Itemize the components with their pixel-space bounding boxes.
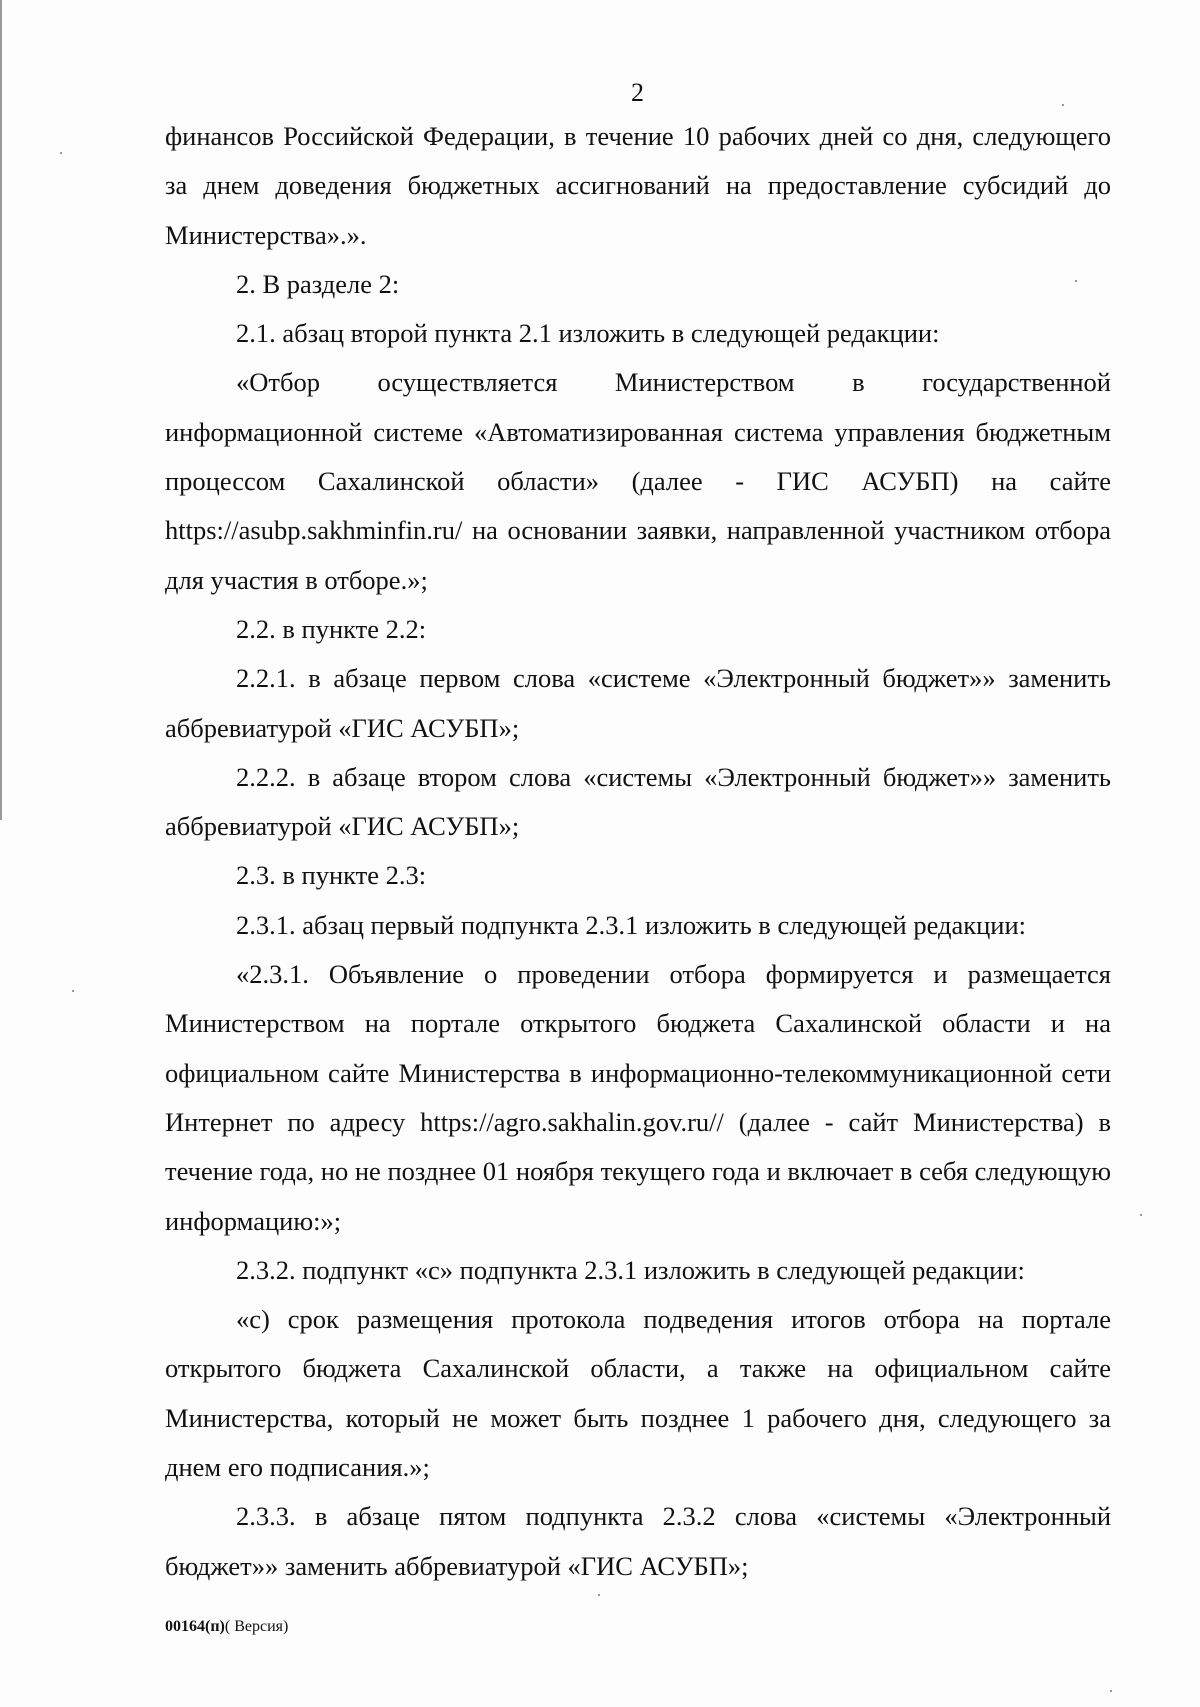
- paragraph-section-2: 2. В разделе 2:: [236, 268, 400, 299]
- document-body: [165, 112, 1111, 1591]
- footer-version: ( Версия): [224, 1618, 289, 1635]
- scan-speck: [60, 152, 62, 154]
- paragraph-continuation: финансов Российской Федерации, в течение 10 рабочих дней со дня, следующего за днем доведения бюджетных ассигнований на предоставление субсидий до Министерства».».: [165, 121, 1111, 250]
- scan-speck: [1110, 1690, 1112, 1692]
- scan-speck: [1140, 1214, 1142, 1216]
- scan-speck: [598, 1594, 600, 1596]
- paragraph-2-3-1: 2.3.1. абзац первый подпункта 2.3.1 изложить в следующей редакции:: [236, 909, 1027, 940]
- paragraph-2-3-2: 2.3.2. подпункт «с» подпункта 2.3.1 изложить в следующей редакции:: [236, 1254, 1025, 1285]
- paragraph-2-2-1: 2.2.1. в абзаце первом слова «системе «Электронный бюджет»» заменить аббревиатурой «ГИС АСУБП»;: [165, 663, 1111, 743]
- paragraph-2-3-3: 2.3.3. в абзаце пятом подпункта 2.3.2 слова «системы «Электронный бюджет»» заменить аббревиатурой «ГИС АСУБП»;: [165, 1501, 1111, 1581]
- footer-code: 00164(п): [165, 1618, 225, 1635]
- scan-speck: [1075, 280, 1077, 282]
- paragraph-2-1-quote: «Отбор осуществляется Министерством в государственной информационной системе «Автоматизированная система управления бюджетным процессом Сахалинской области» (далее - ГИС АСУБП) на сайте https://asubp.sakhminfin.ru/ на основании заявки, направленной участником отбора для участия в отборе.»;: [165, 367, 1111, 595]
- scan-speck: [72, 990, 74, 992]
- scan-speck: [1062, 104, 1064, 106]
- paragraph-2-2-2: 2.2.2. в абзаце втором слова «системы «Электронный бюджет»» заменить аббревиатурой «ГИС АСУБП»;: [165, 761, 1111, 842]
- paragraph-2-3-2-quote: «с) срок размещения протокола подведения итогов отбора на портале открытого бюджета Сахалинской области, а также на официальном сайте Министерства, который не может быть позднее 1 рабочего дня, следующего за днем его подписания.»;: [165, 1304, 1111, 1483]
- paragraph-2-3-1-quote: «2.3.1. Объявление о проведении отбора формируется и размещается Министерством на портале открытого бюджета Сахалинской области и на официальном сайте Министерства в информационно-телекоммуникационной сети Интернет по адресу https://agro.sakhalin.gov.ru// (далее - сайт Министерства) в течение года, но не позднее 01 ноября текущего года и включает в себя следующую информацию:»;: [165, 959, 1111, 1236]
- scan-edge-shadow: [0, 0, 2, 820]
- paragraph-2-2: 2.2. в пункте 2.2:: [236, 613, 427, 644]
- paragraph-2-3: 2.3. в пункте 2.3:: [236, 860, 427, 891]
- paragraph-2-1: 2.1. абзац второй пункта 2.1 изложить в следующей редакции:: [236, 318, 940, 349]
- page-number: 2: [631, 78, 644, 107]
- document-footer: [165, 1618, 288, 1636]
